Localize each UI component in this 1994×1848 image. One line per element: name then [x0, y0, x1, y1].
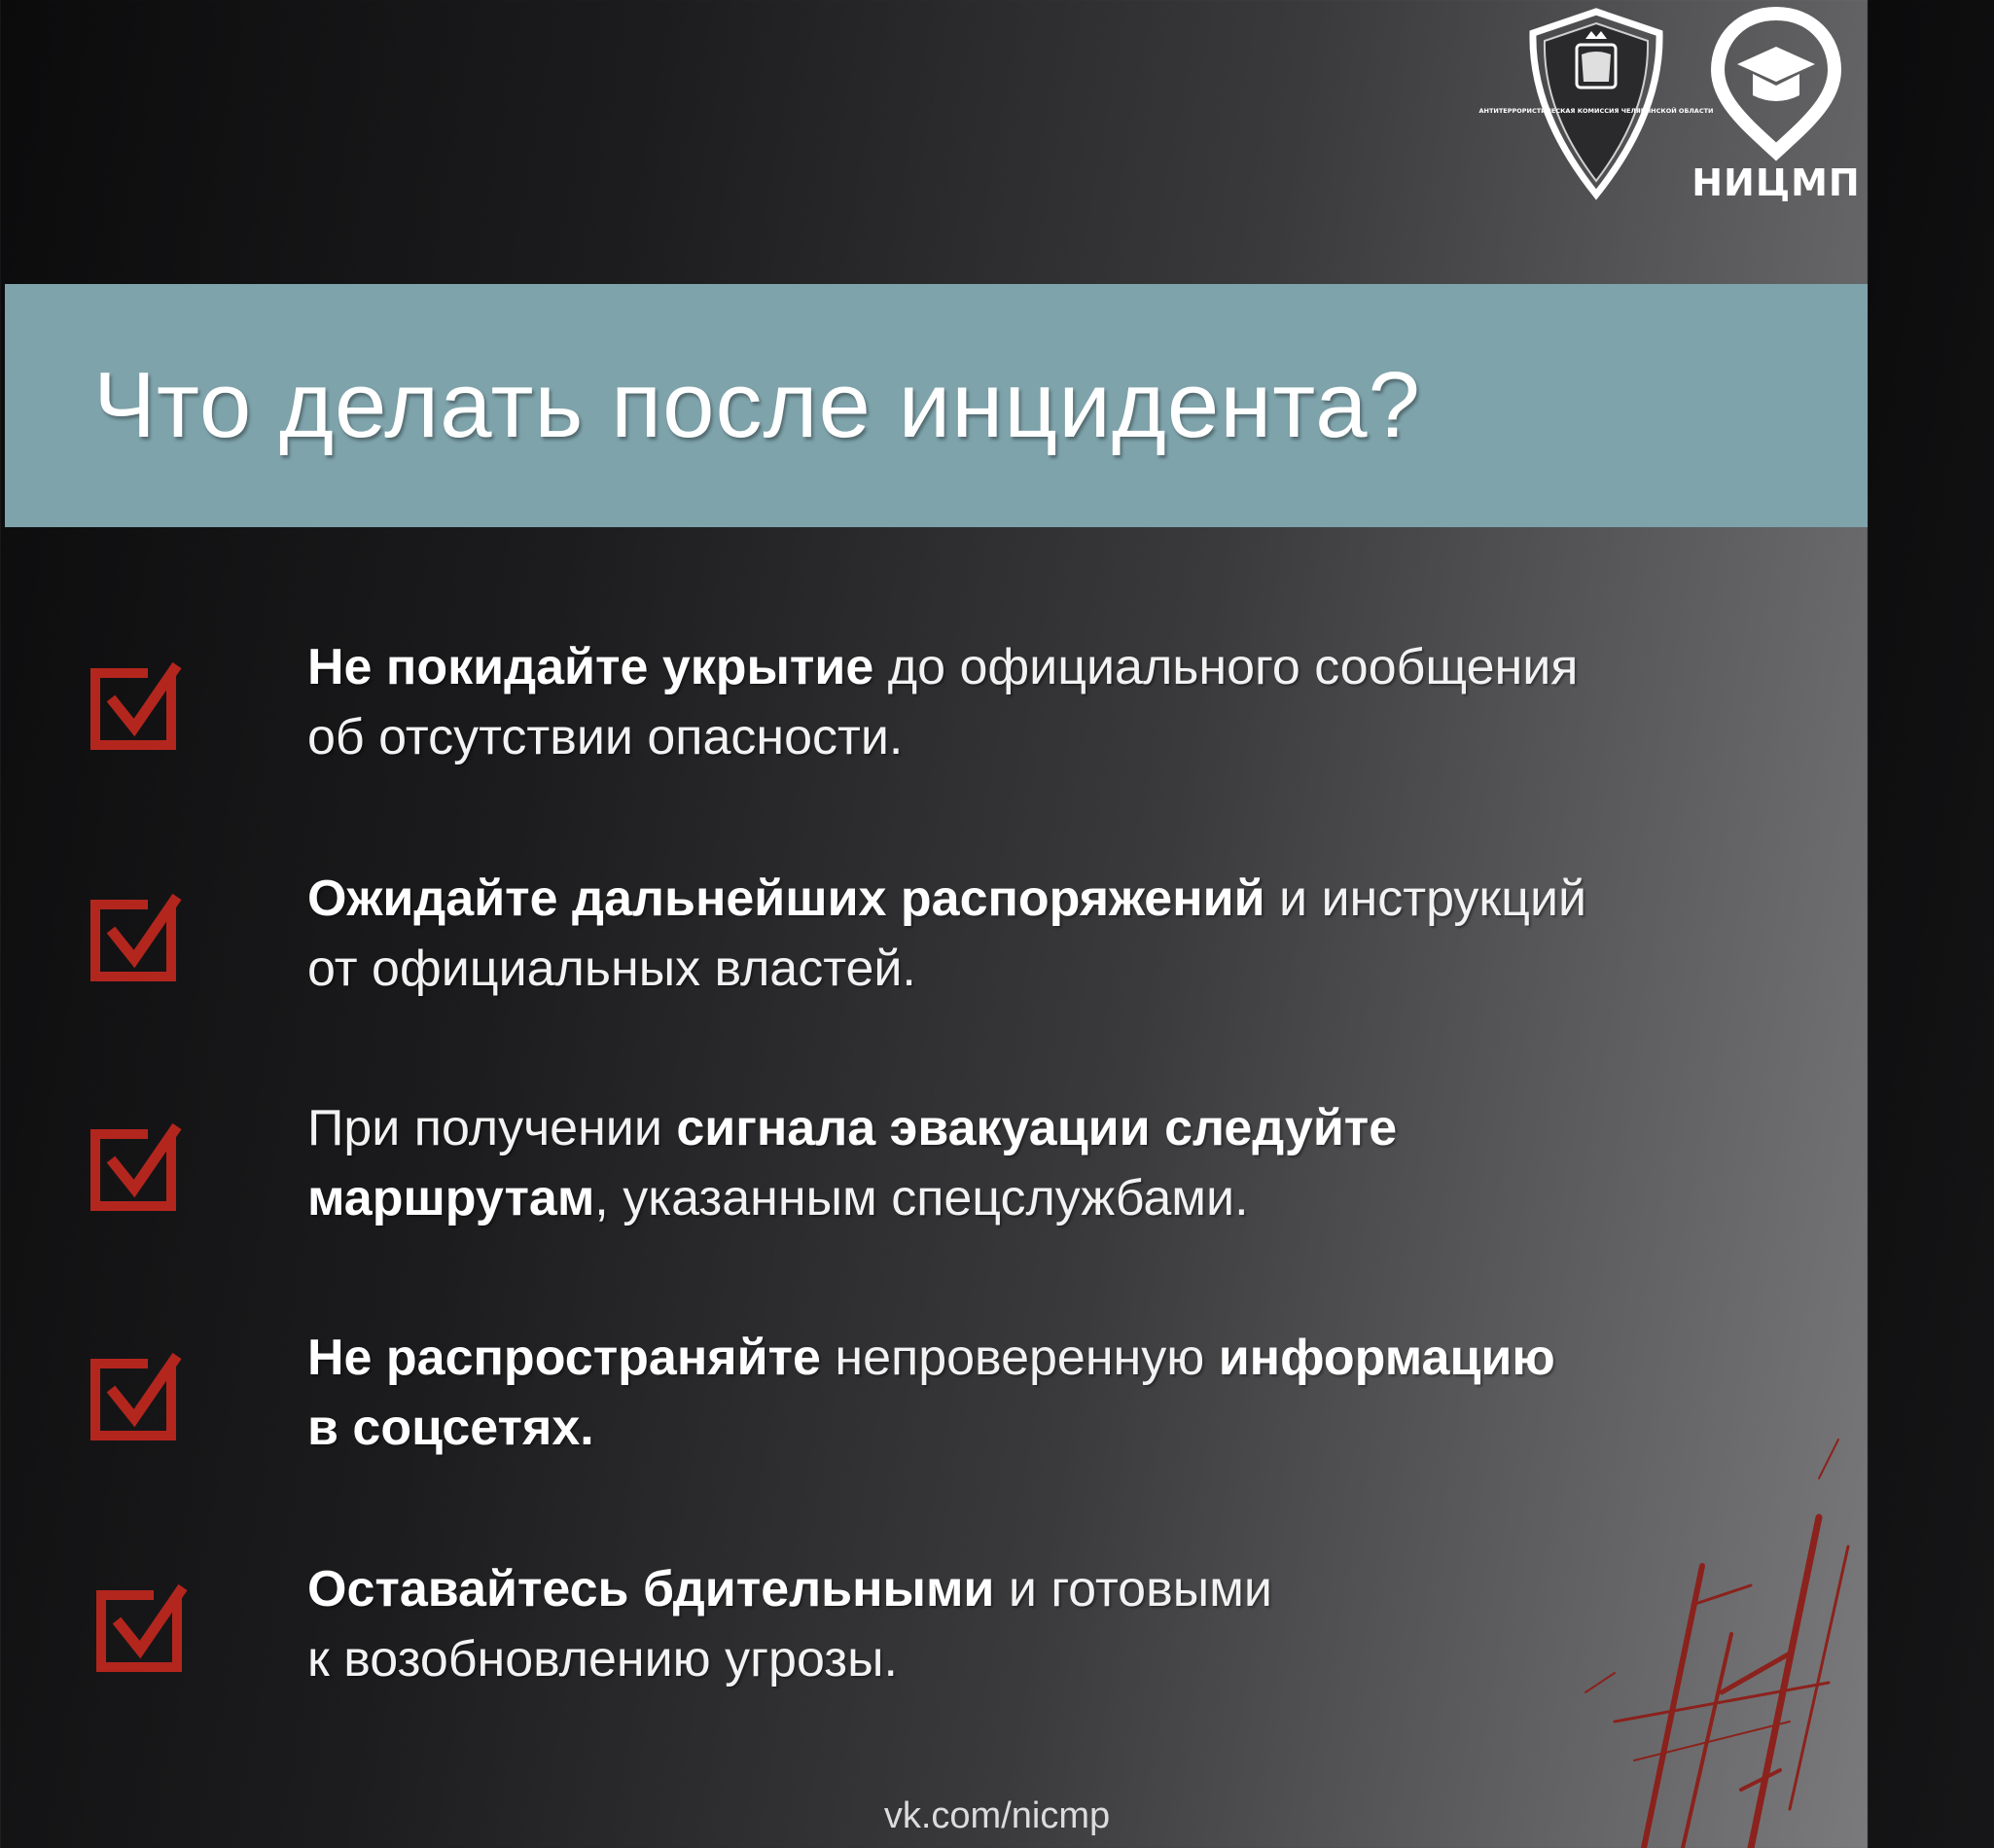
item-mid: непроверенную: [820, 1330, 1219, 1386]
checkbox-checked-icon: [89, 891, 183, 984]
item-bold-line2: в соцсетях.: [307, 1400, 594, 1456]
item-bold-2: информацию: [1218, 1330, 1555, 1386]
item-rest: , указанным спецслужбами.: [594, 1170, 1249, 1226]
list-item: [0, 1093, 1868, 1249]
item-rest: и готовыми: [994, 1561, 1272, 1617]
item-line2: от официальных властей.: [307, 941, 916, 997]
item-rest: до официального сообщения: [873, 639, 1579, 695]
item-text: [307, 864, 1766, 1004]
checkbox-checked-icon: [89, 659, 183, 753]
item-text: [307, 1093, 1766, 1233]
item-line2: к возобновлению угрозы.: [307, 1631, 898, 1688]
checkbox-checked-icon: [89, 1350, 183, 1443]
item-bold: Оставайтесь бдительными: [307, 1561, 995, 1617]
red-scratches-decoration: [1498, 1401, 1868, 1848]
item-bold: Не покидайте укрытие: [307, 639, 874, 695]
checkbox-checked-icon: [89, 1120, 183, 1214]
item-bold-line2: маршрутам: [307, 1170, 595, 1226]
item-rest: и инструкций: [1264, 871, 1587, 927]
list-item: [0, 632, 1868, 788]
checkbox-checked-icon: [95, 1581, 189, 1675]
footer-link[interactable]: vk.com/nicmp: [883, 1795, 1111, 1836]
item-text: [307, 632, 1766, 772]
item-bold: Не распространяйте: [307, 1330, 821, 1386]
list-item: [0, 864, 1868, 1019]
item-bold: Ожидайте дальнейших распоряжений: [307, 871, 1265, 927]
item-bold: сигнала эвакуации следуйте: [676, 1100, 1398, 1156]
shield-emblem-icon: [1478, 6, 1714, 200]
nicmp-label: НИЦМП: [1691, 161, 1861, 204]
page-title: Что делать после инцидента?: [93, 353, 1421, 457]
item-line2: об отсутствии опасности.: [307, 709, 904, 765]
shield-caption: АНТИТЕРРОРИСТИЧЕСКАЯ КОМИССИЯ ЧЕЛЯБИНСКОЙ ОБЛАСТИ: [1478, 107, 1714, 115]
item-pre: При получении: [307, 1100, 677, 1156]
logos: [1478, 6, 1861, 204]
